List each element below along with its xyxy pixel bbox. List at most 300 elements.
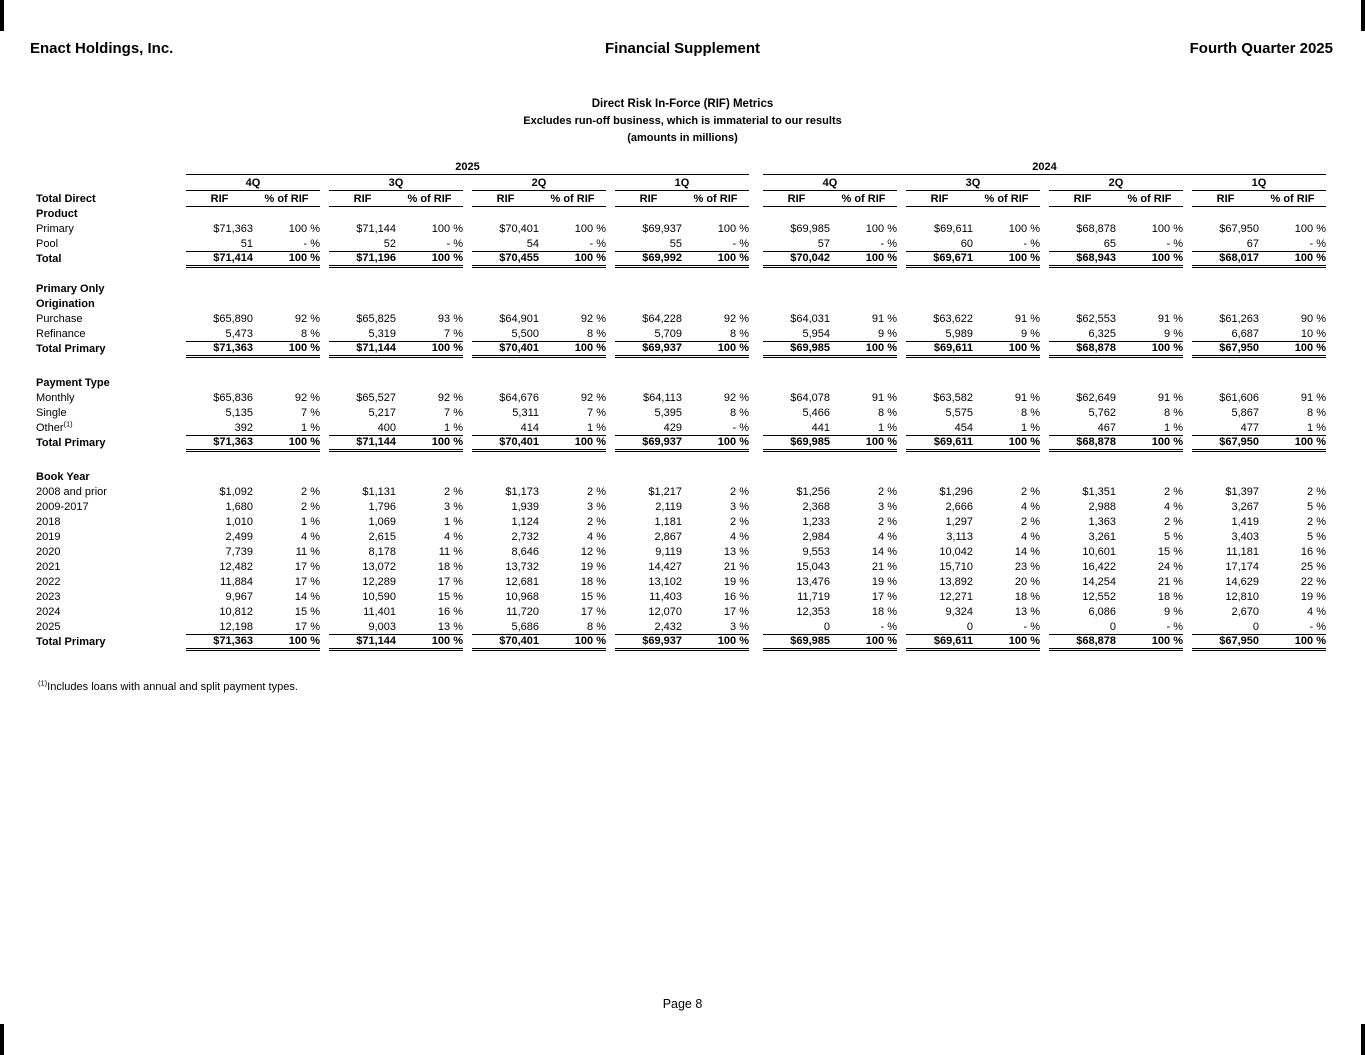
rif-value: 0 xyxy=(906,619,973,634)
rif-value: 2,432 xyxy=(615,619,682,634)
pct-value: 19 % xyxy=(871,576,897,588)
pct-value: - % xyxy=(682,420,749,435)
pct-value: 100 % xyxy=(396,251,463,266)
rif-value: $1,397 xyxy=(1225,486,1259,498)
pct-value: 20 % xyxy=(1014,576,1040,588)
col-gap xyxy=(1040,311,1049,326)
footnote-text: Includes loans with annual and split payment types. xyxy=(47,681,298,693)
table-subtitle-2: (amounts in millions) xyxy=(627,132,738,144)
quarter-header: 3Q xyxy=(329,174,463,190)
rif-value: $65,527 xyxy=(356,392,396,404)
rif-value: 13,476 xyxy=(796,576,830,588)
col-gap xyxy=(1040,236,1049,251)
col-gap xyxy=(320,604,329,619)
col-gap xyxy=(897,420,906,435)
rif-value: $1,256 xyxy=(796,486,830,498)
pct-col-header: % of RIF xyxy=(973,190,1040,206)
rif-col-header: RIF xyxy=(763,190,830,206)
col-gap xyxy=(897,390,906,405)
col-gap xyxy=(463,499,472,514)
pct-value: 100 % xyxy=(830,634,897,649)
col-gap xyxy=(1183,221,1192,236)
pct-value: 100 % xyxy=(539,341,606,356)
pct-col-header: % of RIF xyxy=(253,190,320,206)
pct-value: 2 % xyxy=(1164,516,1183,528)
rif-value: $68,878 xyxy=(1076,223,1116,235)
report-period: Fourth Quarter 2025 xyxy=(1189,40,1333,57)
document-title: Financial Supplement xyxy=(604,40,761,57)
pct-value: 91 % xyxy=(1300,392,1326,404)
rif-value: 13,102 xyxy=(648,576,682,588)
col-gap xyxy=(1040,221,1049,236)
col-gap xyxy=(463,405,472,420)
rif-value: 2,732 xyxy=(511,531,539,543)
rif-value: $69,985 xyxy=(763,634,830,649)
col-gap xyxy=(1040,634,1049,649)
rif-value: 57 xyxy=(763,236,830,251)
col-gap xyxy=(606,499,615,514)
quarter-header: 1Q xyxy=(1192,174,1326,190)
table-title: Direct Risk In-Force (RIF) Metrics xyxy=(591,98,774,110)
row-label: Book Year xyxy=(36,471,90,483)
col-gap xyxy=(1183,236,1192,251)
rif-value: $71,363 xyxy=(186,341,253,356)
rif-value: $71,144 xyxy=(329,341,396,356)
rif-value: 5,686 xyxy=(472,619,539,634)
col-gap xyxy=(897,499,906,514)
rif-value: $69,985 xyxy=(763,435,830,450)
rif-value: $71,363 xyxy=(186,435,253,450)
rif-value: 11,719 xyxy=(797,591,830,603)
rif-value: $70,401 xyxy=(499,223,539,235)
col-gap xyxy=(1040,251,1049,266)
col-gap xyxy=(463,574,472,589)
row-label: 2020 xyxy=(36,546,61,558)
row-label: Refinance xyxy=(36,328,86,340)
pct-value: 2 % xyxy=(730,516,749,528)
pct-value: 4 % xyxy=(1164,501,1183,513)
col-gap xyxy=(1183,619,1192,634)
pct-value: - % xyxy=(973,619,1040,634)
col-gap xyxy=(897,190,906,206)
pct-value: 19 % xyxy=(723,576,749,588)
col-gap xyxy=(1183,574,1192,589)
pct-value: 5 % xyxy=(1164,531,1183,543)
rif-value: $69,611 xyxy=(906,634,973,649)
pct-value: 8 % xyxy=(539,619,606,634)
row-label: Total Direct xyxy=(36,193,96,205)
col-gap xyxy=(1183,544,1192,559)
row-label: Origination xyxy=(36,298,95,310)
rif-value: 10,812 xyxy=(219,606,253,618)
pct-col-header: % of RIF xyxy=(830,190,897,206)
pct-value: 1 % xyxy=(301,516,320,528)
pct-value: 4 % xyxy=(301,531,320,543)
rif-value: $71,144 xyxy=(356,223,396,235)
pct-value: 100 % xyxy=(1259,251,1326,266)
rif-value: 5,954 xyxy=(763,326,830,341)
col-gap xyxy=(320,544,329,559)
rif-value: $67,950 xyxy=(1192,341,1259,356)
rif-value: 9,003 xyxy=(329,619,396,634)
pct-value: 7 % xyxy=(396,326,463,341)
rif-value: 5,575 xyxy=(945,407,973,419)
rif-value: 12,271 xyxy=(939,591,973,603)
pct-value: 1 % xyxy=(253,420,320,435)
rif-value: 5,217 xyxy=(368,407,396,419)
pct-value: 3 % xyxy=(444,501,463,513)
col-gap xyxy=(606,529,615,544)
pct-value: 16 % xyxy=(437,606,463,618)
col-gap xyxy=(606,221,615,236)
col-gap xyxy=(320,574,329,589)
rif-value: 5,867 xyxy=(1231,407,1259,419)
rif-value: $1,131 xyxy=(362,486,396,498)
col-gap xyxy=(606,311,615,326)
pct-value: 4 % xyxy=(444,531,463,543)
col-gap xyxy=(1040,420,1049,435)
rif-value: 15,043 xyxy=(796,561,830,573)
pct-value: 5 % xyxy=(1307,501,1326,513)
pct-value: 100 % xyxy=(682,251,749,266)
col-gap xyxy=(606,589,615,604)
col-gap xyxy=(1040,190,1049,206)
rif-value: 11,403 xyxy=(649,591,682,603)
row-label: Primary xyxy=(36,223,74,235)
col-gap xyxy=(897,514,906,529)
pct-value: 100 % xyxy=(253,251,320,266)
row-fill xyxy=(186,296,1326,311)
year-gap xyxy=(749,174,763,190)
pct-value: - % xyxy=(973,236,1040,251)
rif-value: $64,901 xyxy=(499,313,539,325)
rif-value: $68,878 xyxy=(1049,341,1116,356)
col-gap xyxy=(897,604,906,619)
rif-value: 3,113 xyxy=(946,531,973,543)
year-gap xyxy=(749,619,763,634)
rif-value: 51 xyxy=(186,236,253,251)
pct-value: 100 % xyxy=(431,223,463,235)
rif-value: $67,950 xyxy=(1219,223,1259,235)
rif-value: 2,670 xyxy=(1231,606,1259,618)
pct-value: 100 % xyxy=(253,435,320,450)
pct-value: 91 % xyxy=(871,313,897,325)
pct-value: 91 % xyxy=(871,392,897,404)
col-gap xyxy=(897,405,906,420)
rif-value: 6,086 xyxy=(1088,606,1116,618)
row-label: Other$^{(1)}$ xyxy=(36,419,73,434)
rif-value: 11,884 xyxy=(220,576,253,588)
pct-value: 14 % xyxy=(294,591,320,603)
quarter-header: 3Q xyxy=(906,174,1040,190)
rif-value: 60 xyxy=(906,236,973,251)
document-header xyxy=(0,40,1365,60)
year-gap xyxy=(749,311,763,326)
rif-value: 5,473 xyxy=(186,326,253,341)
col-gap xyxy=(606,619,615,634)
row-label: Monthly xyxy=(36,392,75,404)
pct-value: 100 % xyxy=(973,341,1040,356)
col-gap xyxy=(320,589,329,604)
year-gap xyxy=(749,236,763,251)
col-gap xyxy=(897,236,906,251)
year-gap xyxy=(749,559,763,574)
col-gap xyxy=(606,574,615,589)
col-gap xyxy=(1040,604,1049,619)
year-gap xyxy=(749,544,763,559)
col-gap xyxy=(1183,311,1192,326)
rif-value: 2,499 xyxy=(225,531,253,543)
pct-value: 8 % xyxy=(1307,407,1326,419)
rif-value: 11,401 xyxy=(363,606,396,618)
rif-value: $68,017 xyxy=(1192,251,1259,266)
rif-value: 54 xyxy=(472,236,539,251)
col-gap xyxy=(463,529,472,544)
col-gap xyxy=(463,341,472,356)
pct-value: 100 % xyxy=(253,341,320,356)
rif-value: 5,395 xyxy=(654,407,682,419)
pct-value: 8 % xyxy=(1164,407,1183,419)
year-gap xyxy=(749,341,763,356)
col-gap xyxy=(1183,634,1192,649)
pct-value: 9 % xyxy=(973,326,1040,341)
pct-value: 11 % xyxy=(295,546,320,558)
rif-value: 13,072 xyxy=(362,561,396,573)
pct-value: 7 % xyxy=(587,407,606,419)
pct-value: 100 % xyxy=(682,634,749,649)
pct-value: 11 % xyxy=(438,546,463,558)
rif-value: $62,649 xyxy=(1076,392,1116,404)
row-fill xyxy=(186,469,1326,484)
rif-value: 14,629 xyxy=(1225,576,1259,588)
col-gap xyxy=(1040,574,1049,589)
pct-value: 90 % xyxy=(1300,313,1326,325)
col-gap xyxy=(320,499,329,514)
pct-value: 100 % xyxy=(288,223,320,235)
pct-value: - % xyxy=(1259,619,1326,634)
section-gap xyxy=(36,266,1326,281)
col-gap xyxy=(320,484,329,499)
col-gap xyxy=(897,574,906,589)
col-gap xyxy=(897,341,906,356)
rif-value: 5,466 xyxy=(802,407,830,419)
rif-value: 392 xyxy=(186,420,253,435)
rif-value: $70,401 xyxy=(472,435,539,450)
pct-value: 100 % xyxy=(717,223,749,235)
pct-value: 18 % xyxy=(437,561,463,573)
col-gap xyxy=(897,326,906,341)
rif-value: 8,646 xyxy=(511,546,539,558)
pct-value: - % xyxy=(253,236,320,251)
col-gap xyxy=(320,341,329,356)
rif-col-header: RIF xyxy=(329,190,396,206)
col-gap xyxy=(1183,604,1192,619)
rif-value: 0 xyxy=(1192,619,1259,634)
rif-value: 2,867 xyxy=(654,531,682,543)
col-gap xyxy=(1040,589,1049,604)
pct-value: 18 % xyxy=(871,606,897,618)
rif-value: 17,174 xyxy=(1225,561,1259,573)
company-name: Enact Holdings, Inc. xyxy=(30,40,174,57)
rif-value: 10,601 xyxy=(1082,546,1116,558)
col-gap xyxy=(320,236,329,251)
col-gap xyxy=(606,544,615,559)
rif-col-header: RIF xyxy=(186,190,253,206)
rif-value: $69,937 xyxy=(642,223,682,235)
col-gap xyxy=(897,529,906,544)
col-gap xyxy=(320,435,329,450)
col-gap xyxy=(463,544,472,559)
pct-value: 19 % xyxy=(1300,591,1326,603)
col-gap xyxy=(463,435,472,450)
col-gap xyxy=(463,326,472,341)
rif-value: $70,455 xyxy=(472,251,539,266)
pct-value: 100 % xyxy=(1116,341,1183,356)
rif-value: 1,069 xyxy=(368,516,396,528)
pct-value: 92 % xyxy=(294,313,320,325)
rif-value: 9,324 xyxy=(945,606,973,618)
quarter-header: 4Q xyxy=(763,174,897,190)
pct-value: 100 % xyxy=(396,435,463,450)
rif-value: 2,984 xyxy=(802,531,830,543)
quarter-header: 2Q xyxy=(472,174,606,190)
col-gap xyxy=(463,559,472,574)
col-gap xyxy=(606,190,615,206)
rif-value: 9,553 xyxy=(802,546,830,558)
rif-value: 7,739 xyxy=(225,546,253,558)
rif-value: 3,403 xyxy=(1231,531,1259,543)
year-gap xyxy=(749,326,763,341)
year-gap xyxy=(749,499,763,514)
col-gap xyxy=(606,420,615,435)
col-gap xyxy=(463,619,472,634)
rif-value: $69,937 xyxy=(615,634,682,649)
page-corner-mark xyxy=(0,1024,4,1055)
col-gap xyxy=(1040,390,1049,405)
pct-value: 2 % xyxy=(587,486,606,498)
pct-value: 92 % xyxy=(294,392,320,404)
col-gap xyxy=(897,221,906,236)
col-gap xyxy=(463,604,472,619)
rif-value: 2,119 xyxy=(655,501,682,513)
pct-value: 15 % xyxy=(437,591,463,603)
pct-value: 13 % xyxy=(396,619,463,634)
rif-value: 441 xyxy=(763,420,830,435)
pct-value: 4 % xyxy=(878,531,897,543)
rif-value: 2,666 xyxy=(945,501,973,513)
rif-value: 1,680 xyxy=(225,501,253,513)
pct-value: 2 % xyxy=(301,486,320,498)
col-gap xyxy=(463,390,472,405)
table-title-block xyxy=(0,96,1365,147)
col-gap xyxy=(606,514,615,529)
col-gap xyxy=(1040,559,1049,574)
section-gap xyxy=(36,450,1326,469)
pct-col-header: % of RIF xyxy=(396,190,463,206)
rif-value: $68,878 xyxy=(1049,634,1116,649)
pct-value: 17 % xyxy=(437,576,463,588)
col-gap xyxy=(897,559,906,574)
year-gap xyxy=(749,190,763,206)
year-gap xyxy=(749,435,763,450)
year-gap xyxy=(749,529,763,544)
rif-value: 55 xyxy=(615,236,682,251)
pct-value: 17 % xyxy=(723,606,749,618)
col-gap xyxy=(463,236,472,251)
pct-value: 100 % xyxy=(830,251,897,266)
rif-value: $64,078 xyxy=(790,392,830,404)
pct-value: 18 % xyxy=(580,576,606,588)
pct-value: 7 % xyxy=(444,407,463,419)
rif-value: 1,796 xyxy=(368,501,396,513)
quarter-header: 2Q xyxy=(1049,174,1183,190)
rif-value: 9,119 xyxy=(655,546,682,558)
rif-value: $1,351 xyxy=(1082,486,1116,498)
pct-value: 17 % xyxy=(580,606,606,618)
quarter-header: 4Q xyxy=(186,174,320,190)
col-gap xyxy=(1183,499,1192,514)
pct-value: 2 % xyxy=(1307,486,1326,498)
page-number: Page 8 xyxy=(662,997,703,1011)
rif-value: $71,414 xyxy=(186,251,253,266)
rif-value: $65,890 xyxy=(213,313,253,325)
year-gap xyxy=(749,420,763,435)
pct-value: - % xyxy=(396,236,463,251)
col-gap xyxy=(463,251,472,266)
row-label: Payment Type xyxy=(36,377,110,389)
row-label: 2025 xyxy=(36,621,61,633)
col-gap xyxy=(463,190,472,206)
col-gap xyxy=(320,326,329,341)
pct-value: 100 % xyxy=(1116,251,1183,266)
rif-value: $67,950 xyxy=(1192,435,1259,450)
col-gap xyxy=(463,174,472,190)
pct-value: 1 % xyxy=(539,420,606,435)
col-gap xyxy=(1183,326,1192,341)
header-spacer xyxy=(36,158,186,174)
pct-value: 1 % xyxy=(396,420,463,435)
pct-value: 1 % xyxy=(444,516,463,528)
footnote xyxy=(38,678,298,693)
pct-value: - % xyxy=(1116,236,1183,251)
rif-col-header: RIF xyxy=(472,190,539,206)
rif-value: $67,950 xyxy=(1192,634,1259,649)
rif-value: 1,419 xyxy=(1231,516,1259,528)
col-gap xyxy=(320,251,329,266)
pct-value: 4 % xyxy=(587,531,606,543)
rif-value: 12,810 xyxy=(1225,591,1259,603)
row-label: 2022 xyxy=(36,576,61,588)
rif-value: $64,228 xyxy=(642,313,682,325)
rif-value: $64,031 xyxy=(790,313,830,325)
pct-value: 92 % xyxy=(580,392,606,404)
pct-value: 9 % xyxy=(1164,606,1183,618)
rif-value: 8,178 xyxy=(368,546,396,558)
pct-value: 91 % xyxy=(1014,313,1040,325)
pct-value: 10 % xyxy=(1259,326,1326,341)
rif-value: 9,967 xyxy=(225,591,253,603)
rif-value: $65,825 xyxy=(356,313,396,325)
rif-value: $69,985 xyxy=(763,341,830,356)
col-gap xyxy=(1040,174,1049,190)
col-gap xyxy=(1040,619,1049,634)
rif-value: 12,353 xyxy=(796,606,830,618)
col-gap xyxy=(897,251,906,266)
year-gap xyxy=(749,158,763,174)
rif-value: $69,611 xyxy=(906,435,973,450)
row-fill xyxy=(186,281,1326,296)
rif-value: 414 xyxy=(472,420,539,435)
